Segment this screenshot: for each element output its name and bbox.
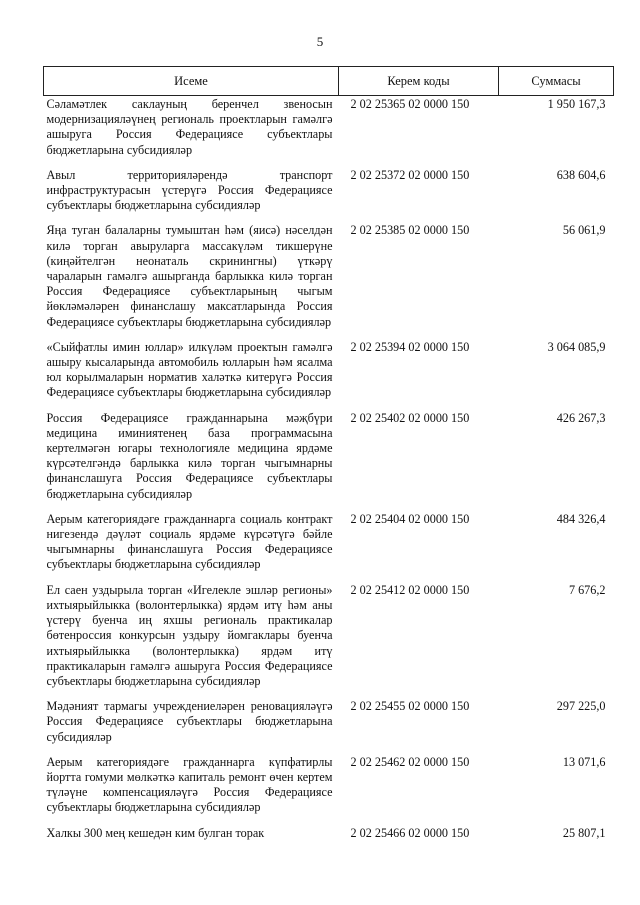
row-name: Халкы 300 мең кешедән ким булган торак <box>46 825 265 840</box>
row-sum: 1 950 167,3 <box>547 97 606 111</box>
page-number: 5 <box>316 34 324 49</box>
row-name: Яңа туган балаларны тумыштан һәм (яисә) нәселдән килә торган авыруларга массакүләм тикшерүне (киңәйтелгән неонаталь скринингны) үткәрү чараларын гамәлгә ашырганда барлыкка килә торган Россия Федерациясе субъектларының чыгым йөкләмәләрен финанслашу максатларында Россия Федерациясе субъектлары бюджетларына субсидияләр <box>46 223 333 329</box>
row-sum: 13 071,6 <box>562 754 606 769</box>
table-row <box>44 826 614 851</box>
row-name: Аерым категориядәге гражданнарга социаль контракт нигезендә дәүләт социаль ярдәме күрсәтүгә бәйле чыгымнарны финанслашуга Россия Федерациясе субъектлары бюджетларына субсидияләр <box>46 511 333 572</box>
row-name: Россия Федерациясе гражданнарына мәҗбүри медицина иминиятенең база программасына кертелмәгән югары технологияле медицина ярдәме күрсәтелгәндә барлыкка килә торган чыгымнарны финанслашуга Россия Федерациясе субъектлары бюджетларына субсидияләр <box>46 410 333 501</box>
header-code: Керем коды <box>339 67 499 96</box>
table-row <box>44 512 614 583</box>
budget-table <box>43 66 614 851</box>
row-code: 2 02 25404 02 0000 150 <box>350 511 470 526</box>
row-sum: 7 676,2 <box>568 582 606 597</box>
row-sum: 484 326,4 <box>556 511 606 526</box>
row-sum: 56 061,9 <box>562 223 606 238</box>
row-code: 2 02 25372 02 0000 150 <box>350 167 470 182</box>
row-code: 2 02 25385 02 0000 150 <box>350 223 470 238</box>
header-sum: Суммасы <box>499 67 614 96</box>
table-row <box>44 340 614 411</box>
row-name: Авыл территорияләрендә транспорт инфраструктурасын үстерүгә Россия Федерациясе субъектлары бюджетларына субсидияләр <box>46 167 333 213</box>
row-code: 2 02 25365 02 0000 150 <box>350 97 470 111</box>
row-name: «Сыйфатлы имин юллар» илкүләм проектын гамәлгә ашыру кысаларында автомобиль юлларын һәм ясалма юл корылмаларын норматив халәткә китерүгә Россия Федерациясе субъектлары бюджетларына субсидияләр <box>46 339 333 400</box>
row-code: 2 02 25402 02 0000 150 <box>350 410 470 425</box>
row-code: 2 02 25412 02 0000 150 <box>350 582 470 597</box>
table-header <box>44 67 614 96</box>
table-row <box>44 583 614 699</box>
row-sum: 638 604,6 <box>556 167 606 182</box>
row-sum: 25 807,1 <box>562 825 606 840</box>
table-row <box>44 699 614 755</box>
row-name: Сәламәтлек саклауның беренчел звеносын модернизацияләүнең региональ проектларын гамәлгә ашыруга Россия Федерациясе субъектлары бюджетларына субсидияләр <box>46 97 333 157</box>
row-code: 2 02 25394 02 0000 150 <box>350 339 470 354</box>
table-row <box>44 223 614 339</box>
table-row <box>44 755 614 826</box>
row-sum: 426 267,3 <box>556 410 606 425</box>
row-sum: 297 225,0 <box>556 699 606 714</box>
row-code: 2 02 25466 02 0000 150 <box>350 825 470 840</box>
table-row <box>44 168 614 224</box>
row-code: 2 02 25455 02 0000 150 <box>350 699 470 714</box>
table-row <box>44 96 614 168</box>
header-name: Исеме <box>44 67 339 96</box>
row-name: Ел саен уздырыла торган «Игелекле эшләр регионы» ихтыярыйлыкка (волонтерлыкка) ярдәм итү һәм аны үстерү буенча иң яхшы региональ практикалар бөтенроссия конкурсын уздыру йомгаклары буенча ихтыярыйлыкка (волонтерлыкка) ярдәм итү практикаларын гамәлгә ашыруга Россия Федерациясе субъектлары бюджетларына субсидияләр <box>46 582 333 688</box>
row-code: 2 02 25462 02 0000 150 <box>350 754 470 769</box>
row-name: Аерым категориядәге гражданнарга күпфатирлы йортта гомуми мөлкәткә капиталь ремонт өчен кертем түләүне компенсацияләүгә Россия Федерациясе субъектлары бюджетларына субсидияләр <box>46 754 333 815</box>
table-row <box>44 411 614 512</box>
row-sum: 3 064 085,9 <box>547 339 606 354</box>
row-name: Мәдәният тармагы учреждениеләрен реновацияләүгә Россия Федерациясе субъектлары бюджетларына субсидияләр <box>46 699 333 744</box>
